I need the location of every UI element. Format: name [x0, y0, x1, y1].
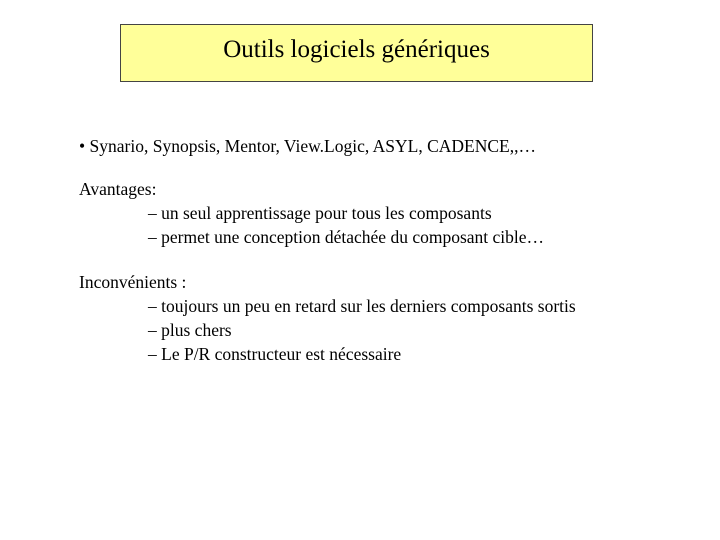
inconvenients-item-2: – plus chers: [148, 320, 232, 340]
avantages-item-1: – un seul apprentissage pour tous les composants: [148, 203, 492, 223]
inconvenients-item-3: – Le P/R constructeur est nécessaire: [148, 344, 402, 364]
slide-title-box: [120, 24, 593, 82]
inconvenients-item-1: – toujours un peu en retard sur les derniers composants sortis: [148, 296, 576, 316]
avantages-heading: Avantages:: [79, 179, 157, 199]
slide-body: [79, 134, 576, 366]
bullet-line: [79, 134, 576, 158]
bullet-text: Synario, Synopsis, Mentor, View.Logic, ASYL, CADENCE,,…: [89, 136, 536, 156]
slide-title: Outils logiciels génériques: [223, 35, 490, 63]
bullet-marker: •: [79, 136, 86, 156]
avantages-item-2: – permet une conception détachée du composant cible…: [148, 227, 545, 247]
inconvenients-heading: Inconvénients :: [79, 272, 187, 292]
